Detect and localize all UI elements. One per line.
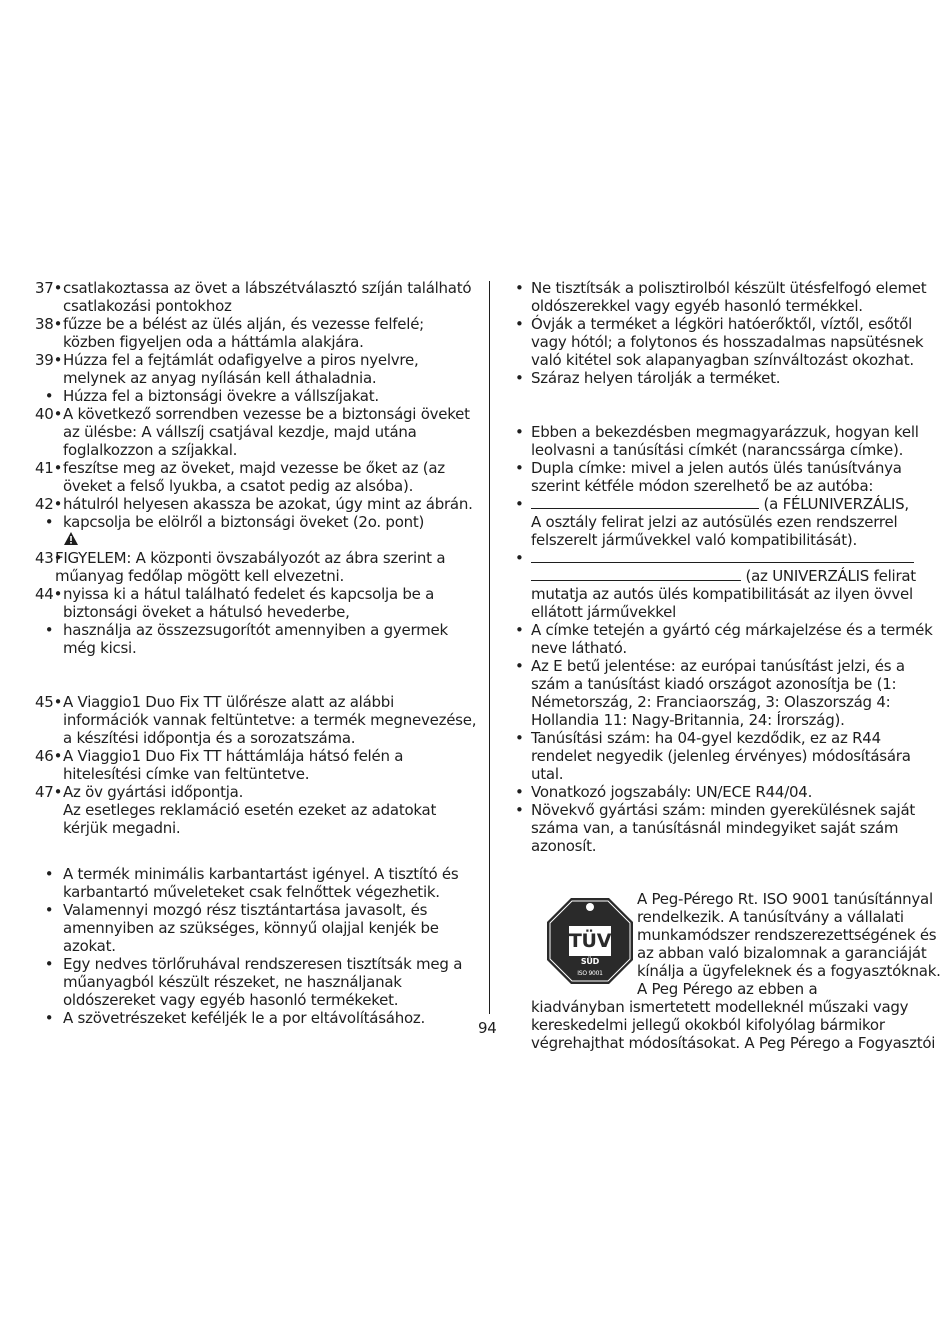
bullet: • bbox=[44, 901, 54, 919]
list-item bbox=[35, 783, 480, 801]
list-item bbox=[35, 585, 480, 621]
right-column bbox=[515, 279, 945, 1052]
maintenance-list bbox=[35, 865, 480, 1027]
list-item bbox=[35, 405, 480, 459]
list-item bbox=[515, 369, 945, 387]
item-text: Tanúsítási szám: ha 04-gyel kezdődik, ez az R44 rendelet negyedik (jelenleg érvényes) módosítására utal. bbox=[531, 729, 911, 783]
item-text: A termék minimális karbantartást igényel. A tisztító és karbantartó műveleteket csak felnőttek végezhetik. bbox=[63, 865, 459, 901]
universal-item bbox=[515, 549, 945, 621]
bullet: • bbox=[44, 1009, 54, 1027]
list-item bbox=[515, 279, 945, 315]
list-item bbox=[35, 901, 480, 955]
list-item bbox=[35, 693, 480, 747]
list-item bbox=[35, 351, 480, 387]
bullet: • bbox=[515, 549, 524, 567]
semi-universal-text: A osztály felirat jelzi az autósülés ezen rendszerrel felszerelt járművekkel való kompatibilitását). bbox=[531, 513, 898, 549]
list-item bbox=[515, 729, 945, 783]
item-text: nyissa ki a hátul található fedelet és kapcsolja be a biztonsági öveket a hátulsó hevederbe, bbox=[63, 585, 435, 621]
item-text: Húzza fel a fejtámlát odafigyelve a piros nyelvre, melynek az anyag nyílásán kell áthaladnia. bbox=[63, 351, 419, 387]
item-text: Az öv gyártási időpontja. bbox=[63, 783, 244, 801]
logo-sub: SÜD bbox=[580, 957, 600, 966]
item-text: hátulról helyesen akassza be azokat, úgy mint az ábrán. bbox=[63, 495, 473, 513]
step-number: 43• bbox=[35, 549, 63, 567]
bullet: • bbox=[515, 729, 524, 747]
bullet: • bbox=[44, 865, 54, 883]
care-list bbox=[515, 279, 945, 387]
label-info-list bbox=[515, 423, 945, 495]
column-divider bbox=[489, 281, 490, 1014]
step-number: 45• bbox=[35, 693, 63, 711]
blank-line bbox=[531, 495, 759, 509]
step-number: 41• bbox=[35, 459, 63, 477]
step-47-continuation: Az esetleges reklamáció esetén ezeket az adatokat kérjük megadni. bbox=[63, 801, 437, 837]
item-text: fűzze be a bélést az ülés alján, és vezesse felfelé; közben figyeljen oda a háttámla alakjára. bbox=[63, 315, 424, 351]
step-number: 44• bbox=[35, 585, 63, 603]
item-text: Egy nedves törlőruhával rendszeresen tisztítsák meg a műanyagból készült részeket, ne használjanak oldószereket vagy egyéb hasonló termékeket. bbox=[63, 955, 463, 1009]
bullet: • bbox=[515, 315, 524, 333]
item-text: feszítse meg az öveket, majd vezesse be őket az (az öveket a felső lyukba, a csatot pedig az alsóba). bbox=[63, 459, 445, 495]
item-text: A Viaggio1 Duo Fix TT ülőrésze alatt az alábbi információk vannak feltüntetve: a termék megnevezése, a készítési időpontja és a sorozatszáma. bbox=[63, 693, 477, 747]
item-text: csatlakoztassa az övet a lábszétválasztó szíján található csatlakozási pontokhoz bbox=[63, 279, 472, 315]
list-item bbox=[515, 621, 945, 657]
item-text: Az E betű jelentése: az európai tanúsítást jelzi, és a szám a tanúsítást kiadó országot azonosítja be (1: Németország, 2: Franciaország, 3: Olaszország 4: Hollandia 11: Nagy-Britannia, 24: Írország). bbox=[531, 657, 905, 729]
item-text: Dupla címke: mivel a jelen autós ülés tanúsítványa szerint kétféle módon szerelhető be az autóba: bbox=[531, 459, 902, 495]
bullet: • bbox=[44, 387, 54, 405]
belt-steps bbox=[35, 585, 480, 657]
logo-brand: TÜV bbox=[568, 930, 612, 952]
semi-universal-item bbox=[515, 495, 945, 549]
item-text: A szövetrészeket keféljék le a por eltávolításához. bbox=[63, 1009, 426, 1027]
item-text: Valamennyi mozgó rész tisztántartása javasolt, és amennyiben az szükséges, könnyű olajjal kenjék be azokat. bbox=[63, 901, 439, 955]
blank-line bbox=[531, 567, 741, 581]
item-text: A következő sorrendben vezesse be a biztonsági öveket az ülésbe: A vállszíj csatjával kezdje, majd utána foglalkozzon a szíjakkal. bbox=[63, 405, 470, 459]
list-item bbox=[515, 783, 945, 801]
bullet: • bbox=[44, 513, 54, 531]
list-item bbox=[35, 315, 480, 351]
bullet: • bbox=[44, 621, 54, 639]
bullet: • bbox=[515, 279, 524, 297]
item-text: Ebben a bekezdésben megmagyarázzuk, hogyan kell leolvasni a tanúsítási címkét (narancssárga címke). bbox=[531, 423, 919, 459]
tuv-iso-logo-icon bbox=[545, 896, 635, 986]
bullet: • bbox=[515, 657, 524, 675]
bullet: • bbox=[515, 495, 524, 513]
bullet: • bbox=[515, 423, 524, 441]
step-number: 37• bbox=[35, 279, 63, 297]
item-text: Húzza fel a biztonsági övekre a vállszíjakat. bbox=[63, 387, 379, 405]
bullet: • bbox=[44, 955, 54, 973]
list-item bbox=[515, 315, 945, 369]
list-item bbox=[35, 459, 480, 495]
semi-universal-label: (a FÉLUNIVERZÁLIS, bbox=[759, 495, 909, 513]
bullet: • bbox=[515, 801, 524, 819]
warning-triangle-icon bbox=[63, 531, 480, 549]
bullet: • bbox=[515, 369, 524, 387]
universal-text: mutatja az autós ülés kompatibilitását az ilyen övvel ellátott járművekkel bbox=[531, 585, 913, 621]
list-item bbox=[35, 865, 480, 901]
bullet: • bbox=[515, 783, 524, 801]
item-text: A címke tetején a gyártó cég márkajelzése és a termék neve látható. bbox=[531, 621, 933, 657]
list-item bbox=[35, 621, 480, 657]
list-item bbox=[35, 747, 480, 783]
info-steps bbox=[35, 693, 480, 801]
logo-iso: ISO 9001 bbox=[577, 970, 603, 977]
bullet: • bbox=[515, 459, 524, 477]
list-item bbox=[35, 387, 480, 405]
list-item bbox=[515, 657, 945, 729]
step-number: 40• bbox=[35, 405, 63, 423]
page-number: 94 bbox=[478, 1019, 497, 1037]
item-text: Ne tisztítsák a polisztirolból készült ütésfelfogó elemet oldószerekkel vagy egyéb hasonló termékkel. bbox=[531, 279, 927, 315]
left-column bbox=[35, 279, 480, 1027]
item-text: A Viaggio1 Duo Fix TT háttámlája hátsó felén a hitelesítési címke van feltüntetve. bbox=[63, 747, 404, 783]
list-item bbox=[35, 1009, 480, 1027]
label-details-list bbox=[515, 621, 945, 855]
list-item bbox=[515, 423, 945, 459]
warning-text: FIGYELEM: A központi övszabályozót az ábra szerint a műanyag fedőlap mögött kell elvezetni. bbox=[55, 549, 446, 585]
step-number: 42• bbox=[35, 495, 63, 513]
step-number: 47• bbox=[35, 783, 63, 801]
list-item bbox=[515, 801, 945, 855]
item-text: Száraz helyen tárolják a terméket. bbox=[531, 369, 781, 387]
item-text: kapcsolja be elölről a biztonsági öveket (2o. pont) bbox=[63, 513, 425, 531]
item-text: használja az összezsugorítót amennyiben a gyermek még kicsi. bbox=[63, 621, 448, 657]
certification-block bbox=[515, 890, 945, 1052]
list-item bbox=[35, 495, 480, 513]
warning-step bbox=[35, 549, 480, 585]
step-number: 38• bbox=[35, 315, 63, 333]
list-item bbox=[35, 955, 480, 1009]
certification-text: A Peg-Pérego Rt. ISO 9001 tanúsítánnyal rendelkezik. A tanúsítvány a vállalati munkamódszer rendszerezettségének és az abban való bizalomnak a garanciáját kínálja a ügyfeleknek és a fogyasztóknak. A Peg Pérego az ebben a bbox=[637, 890, 941, 998]
step-number: 39• bbox=[35, 351, 63, 369]
item-text: Növekvő gyártási szám: minden gyerekülésnek saját száma van, a tanúsításnál mindegyiket saját szám azonosít. bbox=[531, 801, 916, 855]
list-item bbox=[35, 279, 480, 315]
bullet: • bbox=[515, 621, 524, 639]
list-item bbox=[515, 459, 945, 495]
certification-text-continued: kiadványban ismertetett modelleknél műszaki vagy kereskedelmi jellegű okokból kifolyólag bármikor végrehajthat módosításokat. A Peg Pérego a Fogyasztói bbox=[531, 998, 936, 1052]
step-number: 46• bbox=[35, 747, 63, 765]
item-text: Óvják a terméket a légköri hatóerőktől, víztől, esőtől vagy hótól; a folytonos és hosszadalmas napsütésnek való kitétel sok alapanyagban színváltozást okozhat. bbox=[531, 315, 924, 369]
universal-label: (az UNIVERZÁLIS felirat bbox=[741, 567, 916, 585]
list-item bbox=[35, 513, 480, 531]
item-text: Vonatkozó jogszabály: UN/ECE R44/04. bbox=[531, 783, 813, 801]
blank-line bbox=[531, 549, 914, 563]
assembly-steps bbox=[35, 279, 480, 549]
